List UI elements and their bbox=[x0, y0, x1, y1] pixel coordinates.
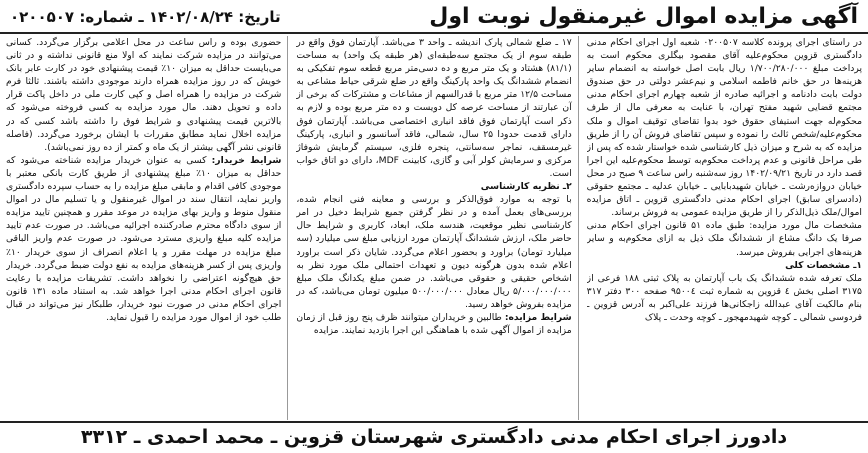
buyer-terms-text: کسی به عنوان خریدار مزایده شناخته می‌شود که حداقل به میزان ۱۰٪ مبلغ پیشنهادی از طریق کارت بانکی معتبر با موجودی کافی اقدام و مابقی مبلغ مزایده را به حساب سپرده دادگستری واریز نماید، انتقال سند در اموال غیرمنقول و یا تسلیم مال در اموال منقول منوط و واریز بهای مزایده در موعد مقرر و همچنین تایید مزایده از سوی دادگاه محترم صادرکننده اجرائیه می‌باشد. در صورت عدم تایید مزایده کلیه مبلغ واریزی مسترد می‌شود. در صورت عدم واریز الباقی مبلغ مزایده در مهلت مقرر و یا اعلام انصراف از سوی خریدار ۱۰٪ واریزی پس از کسر هزینه‌های مزایده به نفع دولت ضبط می‌گردد. خریدار حق هیچ‌گونه اعتراضی را نخواهد داشت. تشریفات مزایده با رعایت قانون اجرای احکام مدنی اجرا خواهد شد. به استناد ماده ۱۳۱ قانون اجرای احکام مدنی در صورت نبود خریدار، طلبکار نیز می‌تواند در قبال طلب خود از اموال مورد مزایده را قبول نماید. bbox=[6, 154, 282, 323]
intro-paragraph: در راستای اجرای پرونده کلاسه ۰۲۰۰۵۰۷ شعبه اول اجرای احکام مدنی دادگستری قزوین محکوم‌علیه آقای مقصود بیگلری محکوم است به پرداخت مبلغ ۱/۷۰۰/۲۸۰/۰۰۰ ریال بابت اصل خواسته به انضمام سایر هزینه‌ها در حق خانم فاطمه اسلامی و نیم‌عشر دولتی در حق صندوق دولت بابت دادنامه و اجرائیه صادره از شعبه چهارم اجرای احکام مدنی مجتمع قضایی شهید مفتح تهران، با عنایت به معرفی مال از طرف محکوم‌له جهت استیفای حقوق خود بدوا تقاضای توقیف اموال و ملک محکوم‌علیه/شخص ثالث را نموده و سپس تقاضای فروش آن را از طریق مزایده که به شرح و میزان ذیل کارشناسی شده خواستار شده که پس از طی مراحل قانونی و عدم پرداخت محکوم‌به توسط محکوم‌علیه این اجرا قصد دارد در تاریخ ۱۴۰۲/۰۹/۲۱ روز سه‌شنبه راس ساعت ۹ صبح در محل خیابان دروازه‌رشت ـ خیابان شهیدبابایی ـ خیابان عدلیه ـ مجتمع حقوقی (دادسرای سابق) اجرای احکام مدنی دادگستری قزوین ـ اتاق مزایده اموال/ملک ذیل‌الذکر را از طریق مزایده عمومی به فروش برساند. bbox=[586, 37, 862, 219]
expert-opinion-text: با توجه به موارد فوق‌الذکر و بررسی و معاینه فنی انجام شده، بررسی‌های بعمل آمده و در نظر گرفتن جمیع شرایط دخیل در امر کارشناسی نظیر موقعیت، هندسه ملک، ابعاد، کاربری و شرایط حال حاضر ملک، ارزش ششدانگ آپارتمان مورد ارزیابی مبلغ سی میلیارد (سه میلیارد تومان) براورد و بحضور اعلام می‌گردد. شایان ذکر است براورد اعلام شده بدون هرگونه دیون و تعهدات احتمالی ملک مورد نظر به اشخاص حقیقی و حقوقی می‌باشد. در ضمن مبلغ یکدانگ ملک مبلغ ۵/۰۰۰/۰۰۰/۰۰۰ ریال معادل ۵۰۰/۰۰۰/۰۰۰ میلیون تومان می‌باشد، که در مزایده بفروش خواهد رسید. bbox=[296, 194, 572, 310]
property-spec-paragraph: مشخصات مال مورد مزایده: طبق ماده ۵۱ قانون اجرای احکام مدنی صرفا یک دانگ مشاع از ششدانگ ملک ذیل به ازای محکوم‌به و سایر هزینه‌های اجرایی بفروش میرسد. bbox=[586, 220, 862, 258]
general-specs-heading: ۱ـ مشخصات کلی bbox=[785, 259, 862, 271]
notice-header bbox=[0, 0, 868, 34]
buyer-terms-label: شرایط خریدار: bbox=[211, 154, 282, 166]
auction-terms-text: طالبین و خریداران میتوانند ظرف پنج روز قبل از زمان مزایده از اموال آگهی شده با هماهنگی این اجرا بازدید نمایند. مزایده bbox=[296, 311, 572, 337]
column-right bbox=[587, 36, 862, 420]
expert-opinion-heading: ۲ـ نظریه کارشناسی bbox=[480, 181, 572, 193]
auction-terms-label: شرایط مزایده: bbox=[504, 311, 572, 323]
general-specs-text: ملک تعرفه شده ششدانگ یک باب آپارتمان به پلاک ثبتی ۱۸۸ فرعی از ۳۱۷۵ اصلی بخش ٤ قزوین به شماره ثبت ۹۵۰۰٤ صفحه ۳۰۰ دفتر ۳۱۷ بنام مالکیت آقای عبدالله زاجکانی‌ها فرزند علی‌اکبر به آدرس قزوین ـ فردوسی شمالی ـ کوچه شهیدمهجور ـ کوچه وحدت ـ پلاک bbox=[586, 272, 862, 323]
signature-line: دادورز اجرای احکام مدنی دادگستری شهرستان قزوین ـ محمد احمدی ـ ۳۳۱۲ bbox=[80, 426, 788, 448]
notice-body bbox=[6, 36, 862, 420]
notice-title: آگهی مزایده اموال غیرمنقول نوبت اول bbox=[429, 4, 858, 29]
buyer-terms-paragraph bbox=[6, 154, 281, 324]
auction-terms-continued: حضوری بوده و راس ساعت در محل اعلامی برگزار می‌گردد. کسانی می‌توانند در مزایده شرکت نمایند که اولا منع قانونی نداشته و در ثانی می‌بایست حداقل به میزان ۱۰٪ قیمت پیشنهادی خود در کارت عابر بانک خویش که در روز مزایده همراه دارند موجودی داشته باشند. ثالثا فرم شرکت در مزایده را همراه اصل و کپی کارت ملی در داخل پاکت قرار داده و تحویل دهند. مال مورد مزایده به کسی فروخته می‌شود که بالاترین قیمت پیشنهادی و شرایط فوق را داشته باشد کسی که در مزایده اخلال نماید مطابق مقررات با ایشان برخورد می‌گردد. (فاصله قانونی نشر آگهی بیشتر از یک ماه و کمتر از ده روز نمی‌باشد). bbox=[6, 37, 282, 153]
column-middle bbox=[296, 36, 578, 420]
date-and-number: تاریخ: ۱۴۰۲/۰۸/۲۴ ـ شماره: ۰۲۰۰۵۰۷ bbox=[10, 8, 281, 26]
column-left bbox=[6, 36, 288, 420]
auction-terms-paragraph bbox=[296, 311, 571, 337]
notice-footer bbox=[0, 421, 868, 453]
apartment-description: ۱۷ ـ ضلع شمالی پارک اندیشه ـ واحد ۳ می‌باشد. آپارتمان فوق واقع در طبقه سوم از یک مجتمع سه‌طبقه‌ای (هر طبقه یک واحد) به مساحت (۸۱/۱) هشتاد و یک متر مربع و ده دسی‌متر مربع قطعه سوم تفکیکی به انضمام ششدانگ یک واحد پارکینگ واقع در ضلع شرقی حیاط مشاعی به مساحت ۱۲/۵ متر مربع با قدرالسهم از مشاعات و مشترکات که برخی از آن عبارتند از مساحت عرصه کل دویست و ده متر مربع بوده و لازم به ذکر است آپارتمان فوق فاقد انباری اختصاصی می‌باشد. آپارتمان فوق دارای قدمت حدودا ۲۵ سال، شمالی، فاقد آسانسور و انباری، پارکینگ غیرمسقف، نماجر سه‌سانتی، پنجره فلزی، سیستم گرمایش شوفاژ مرکزی و سرمایش کولر آبی و گازی، کابینت MDF، دارای دو اتاق خواب است. bbox=[296, 37, 572, 179]
